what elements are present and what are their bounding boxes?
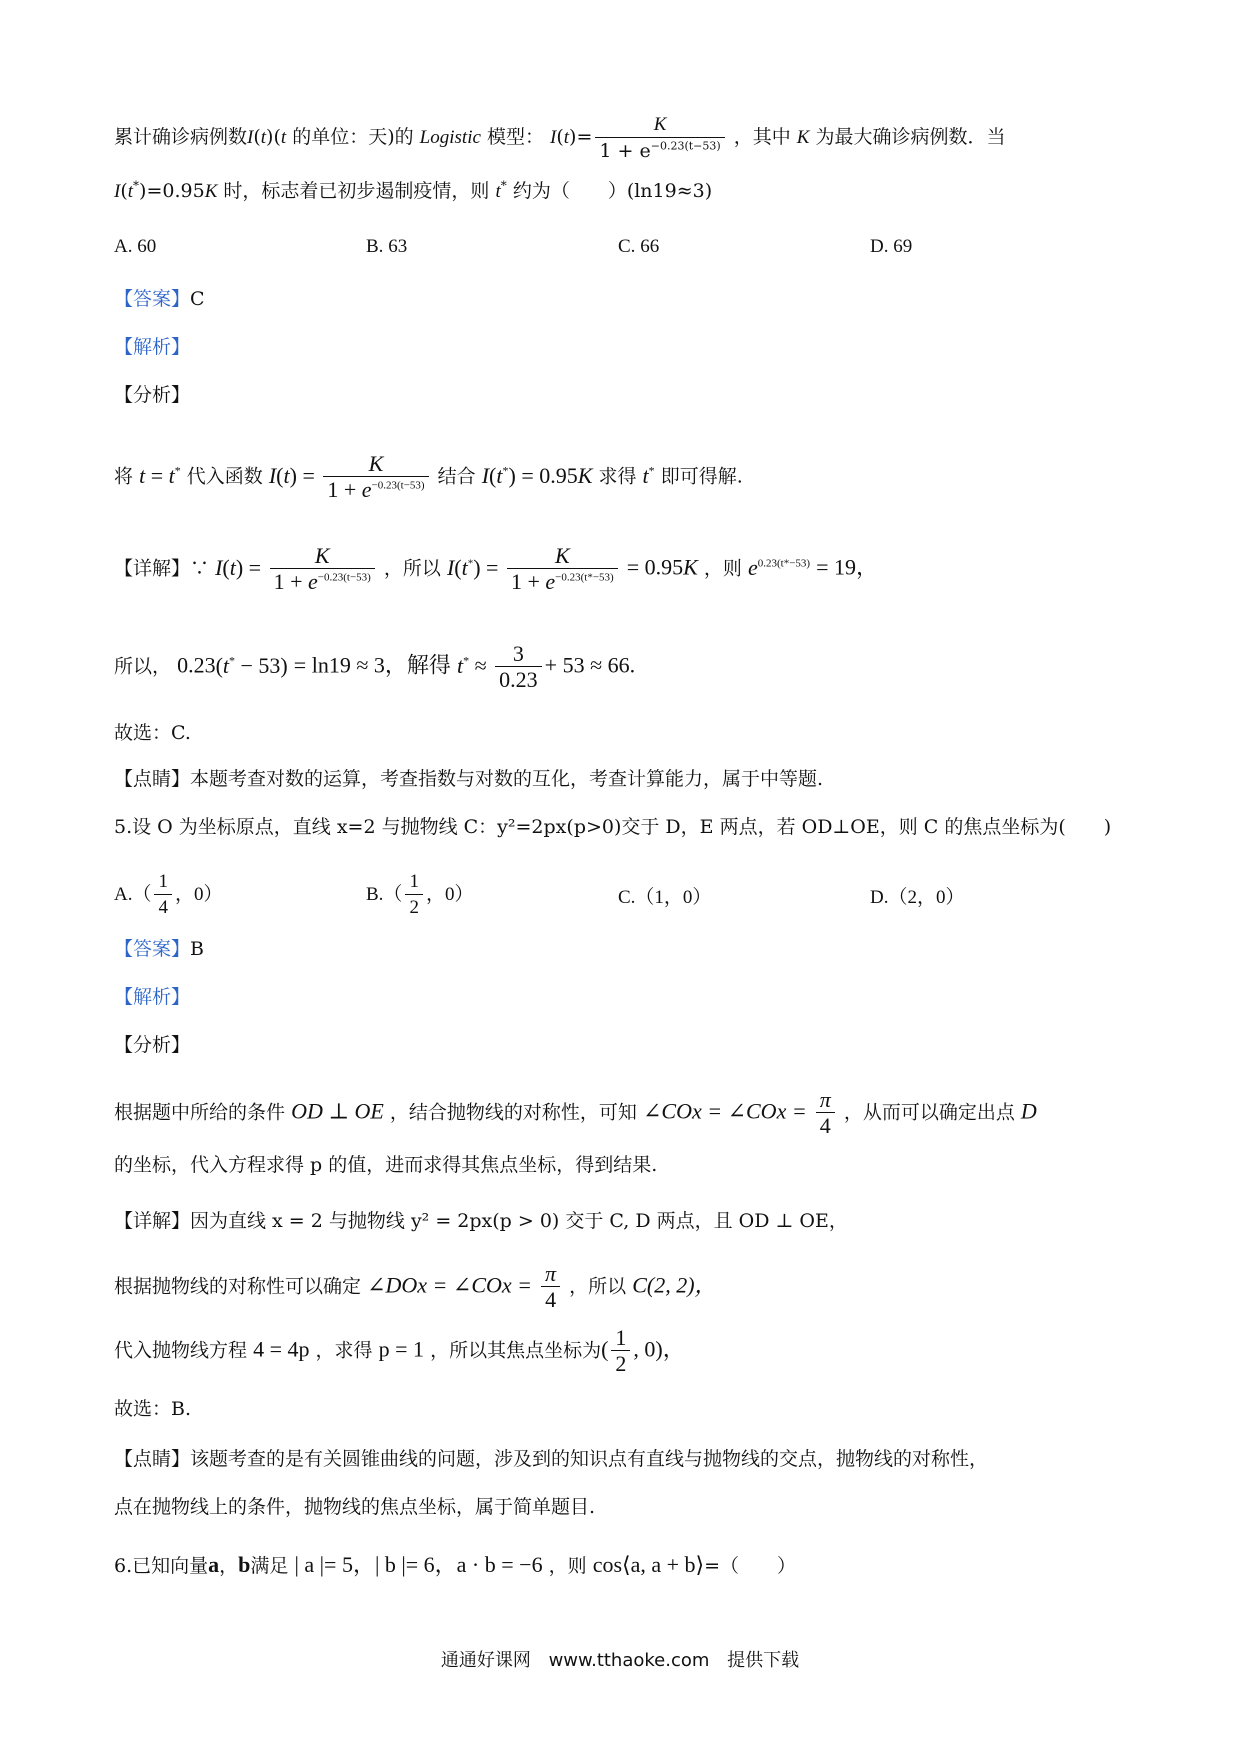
q4-stem-line1: 累计确诊病例数I(t)(t 的单位：天)的 Logistic 模型： I(t)= $\frac{K}{1 + e^{-0.23(t-53)}}$ ，其中 K 为最大确诊病例数．当 bbox=[114, 114, 1006, 162]
q5-detail-line1: 【详解】因为直线 x = 2 与抛物线 y² = 2px(p > 0) 交于 C, D 两点，且 OD ⊥ OE， bbox=[114, 1210, 848, 1232]
q5-option-d: D.（2，0） bbox=[870, 887, 965, 908]
text: 模型： bbox=[486, 126, 544, 148]
answer-value: C bbox=[190, 288, 205, 310]
q5-detail-line3: 代入抛物线方程 4 = 4p ，求得 p = 1 ，所以其焦点坐标为( $\frac{1}{2}$ , 0)， bbox=[114, 1325, 685, 1376]
q4-analysis-tag: 【解析】 bbox=[114, 336, 191, 358]
q5-dianjing-line2: 点在抛物线上的条件，抛物线的焦点坐标，属于简单题目. bbox=[114, 1496, 596, 1518]
q4-dianjing: 【点睛】本题考查对数的运算，考查指数与对数的互化，考查计算能力，属于中等题. bbox=[114, 768, 824, 790]
q5-dianjing-line1: 【点睛】该题考查的是有关圆锥曲线的问题，涉及到的知识点有直线与抛物线的交点，抛物线的对称性， bbox=[114, 1448, 989, 1470]
logistic-word: Logistic bbox=[419, 127, 481, 148]
text: 时，标志着已初步遏制疫情，则 bbox=[223, 180, 490, 202]
page-footer bbox=[0, 1646, 1240, 1672]
text: 约为（ ）(ln19≈3) bbox=[512, 180, 713, 202]
q5-option-b: B.（ $\frac{1}{2}$ ，0） bbox=[366, 870, 473, 921]
q5-choose: 故选：B. bbox=[114, 1398, 192, 1420]
q5-answer: 【答案】B bbox=[114, 938, 204, 960]
q5-stem: 5.设 O 为坐标原点，直线 x=2 与抛物线 C：y²=2px(p>0)交于 D，E 两点，若 OD⊥OE，则 C 的焦点坐标为( ) bbox=[114, 816, 1112, 838]
q4-fenxi-line: 将 t = t* 代入函数 I(t) = $\frac{K}{1 + e^{-0.23(t-53)}}$ 结合 I(t*) = 0.95K 求得 t* 即可得解. bbox=[114, 451, 743, 502]
footer-note: 提供下载 bbox=[727, 1650, 800, 1671]
q4-suoyi-line: 所以， 0.23(t* − 53) = ln19 ≈ 3，解得 t* ≈ $\frac{3}{0.23}$ + 53 ≈ 66. bbox=[114, 641, 636, 692]
q5-fenxi-tag: 【分析】 bbox=[114, 1034, 191, 1056]
q5-fenxi-line1: 根据题中所给的条件 OD ⊥ OE ，结合抛物线的对称性，可知 ∠COx = ∠COx = $\frac{\pi}{4}$ ，从而可以确定出点 D bbox=[114, 1087, 1037, 1138]
footer-site-name: 通通好课网 bbox=[440, 1650, 531, 1671]
text: 累计确诊病例数 bbox=[114, 126, 248, 148]
q4-fenxi-tag: 【分析】 bbox=[114, 384, 191, 406]
q4-detail-line: 【详解】∵ I(t) = $\frac{K}{1 + e^{-0.23(t-53)}}$ ，所以 I(t*) = $\frac{K}{1 + e^{-0.23(t*-53)}}$ = 0.95K ，则 $e^{0.23(t*-53)} = 19$， bbox=[114, 543, 879, 594]
q5-option-a: A.（ $\frac{1}{4}$ ，0） bbox=[114, 870, 223, 921]
q4-option-c: C. 66 bbox=[618, 236, 660, 257]
text: ，其中 bbox=[733, 126, 791, 148]
q4-answer bbox=[114, 284, 1140, 314]
answer-tag: 【答案】 bbox=[114, 288, 191, 310]
text: 为最大确诊病例数．当 bbox=[815, 126, 1006, 148]
footer-url[interactable]: www.tthaoke.com bbox=[548, 1650, 710, 1671]
q4-stem-line2: I(t*)=0.95K 时，标志着已初步遏制疫情，则 t* 约为（ ）(ln19≈3) bbox=[114, 178, 713, 202]
text: 的单位：天)的 bbox=[292, 126, 414, 148]
q5-option-c: C.（1，0） bbox=[618, 887, 712, 908]
q4-option-b: B. 63 bbox=[366, 236, 408, 257]
q4-option-a: A. 60 bbox=[114, 236, 157, 257]
q4-option-d: D. 69 bbox=[870, 236, 913, 257]
q5-analysis-tag: 【解析】 bbox=[114, 986, 191, 1008]
q5-fenxi-line2: 的坐标，代入方程求得 p 的值，进而求得其焦点坐标，得到结果. bbox=[114, 1154, 658, 1176]
q5-detail-line2: 根据抛物线的对称性可以确定 ∠DOx = ∠COx = $\frac{\pi}{4}$ ，所以 C(2, 2)， bbox=[114, 1261, 717, 1312]
text: =0.95 bbox=[146, 180, 205, 202]
logistic-formula: I(t)= $\frac{K}{1 + e^{-0.23(t-53)}}$ bbox=[550, 126, 728, 148]
q6-stem: 6.已知向量a，b满足 | a |= 5，| b |= 6，a · b = −6 ，则 cos⟨a, a + b⟩=（ ） bbox=[114, 1552, 797, 1577]
q4-choose: 故选：C. bbox=[114, 722, 191, 744]
